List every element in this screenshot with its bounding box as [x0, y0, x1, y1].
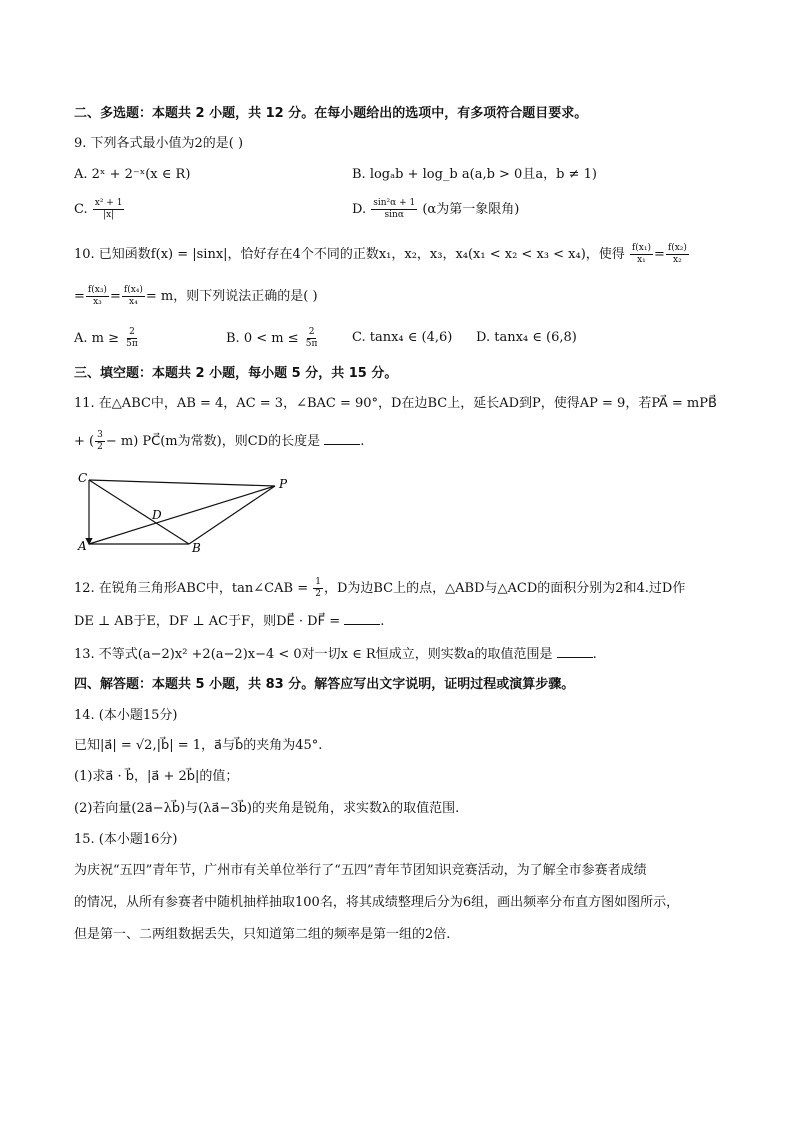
q14-part-1: (1)求a⃗ · b⃗，|a⃗ + 2b⃗|的值； — [74, 769, 239, 784]
q10-line-1: 10. 已知函数f(x) = |sinx|，恰好存在4个不同的正数x₁，x₂，x₃，x₄(x₁ < x₂ < x₃ < x₄)，使得 $\frac{\text{f(x₁)}}{\text{x₁}}$ = $\frac{\text{f(x₂)}}{\text{x₂}}$ — [74, 243, 687, 265]
q14-part-2: (2)若向量(2a⃗−λb⃗)与(λa⃗−3b⃗)的夹角是锐角，求实数λ的取值范围. — [74, 801, 460, 816]
q10-frac-3 — [86, 285, 109, 308]
label-c: C — [78, 471, 88, 485]
q9-option-d-prefix: D. — [352, 202, 367, 217]
q10-line-2-text: = m，则下列说法正确的是( ) — [145, 289, 318, 304]
q9-option-c-fraction — [93, 198, 125, 221]
q9-option-c-denominator: |x| — [103, 210, 115, 220]
q10-frac-3-den: x₃ — [93, 297, 102, 307]
q12-line-2 — [74, 612, 384, 631]
q12-line-1-pre: 12. 在锐角三角形ABC中，tan∠CAB = — [74, 581, 309, 596]
segment-ap — [89, 486, 275, 544]
section-4-header: 四、解答题：本题共 5 小题，共 83 分。解答应写出文字说明，证明过程或演算步骤。 — [74, 677, 575, 692]
label-d: D — [152, 508, 162, 522]
q11-line-2-post: − m) PC⃗(m为常数)，则CD的长度是 — [105, 434, 321, 449]
q11-fraction-num: 3 — [97, 430, 103, 440]
q10-stem-text: 10. 已知函数f(x) = |sinx|，恰好存在4个不同的正数x₁，x₂，x₃，x₄(x₁ < x₂ < x₃ < x₄)，使得 — [74, 247, 625, 262]
q10-frac-1 — [630, 243, 653, 266]
q10-option-a-text: A. m ≥ — [74, 331, 120, 346]
q11-line-1: 11. 在△ABC中，AB = 4，AC = 3，∠BAC = 90°，D在边BC上，延长AD到P，使得AP = 9，若PA⃗ = mPB⃗ — [74, 396, 717, 411]
q10-frac-2 — [666, 243, 689, 266]
label-a: A — [78, 539, 87, 553]
label-p: P — [279, 477, 288, 491]
q13 — [74, 645, 597, 664]
q12-fraction-den: 2 — [315, 589, 321, 599]
q10-frac-3-num: f(x₃) — [87, 285, 107, 295]
q10-option-a-num: 2 — [129, 327, 135, 337]
q9-option-d-suffix: (α为第一象限角) — [422, 202, 520, 217]
q9-option-a: A. 2ˣ + 2⁻ˣ(x ∈ R) — [74, 167, 191, 182]
q11-answer-blank[interactable] — [324, 432, 360, 445]
section-3-header: 三、填空题：本题共 2 小题，每小题 5 分，共 15 分。 — [74, 366, 398, 381]
q9-stem: 9. 下列各式最小值为2的是( ) — [74, 136, 244, 151]
q11-line-2 — [74, 430, 364, 453]
q12-line-2-end: . — [380, 614, 385, 629]
q9-option-c-numerator: x² + 1 — [94, 198, 123, 208]
q10-frac-1-den: x₁ — [637, 255, 646, 265]
q10-frac-4 — [122, 285, 145, 308]
q10-frac-4-num: f(x₄) — [123, 285, 143, 295]
q12-fraction-num: 1 — [315, 577, 321, 587]
q15-line-2: 的情况，从所有参赛者中随机抽样抽取100名，将其成绩整理后分为6组，画出频率分布直方图如图所示， — [74, 895, 680, 910]
q10-option-c: C. tanx₄ ∈ (4,6) — [352, 330, 453, 345]
q11-triangle-figure — [72, 468, 297, 558]
q10-option-b — [226, 327, 320, 350]
q10-frac-4-den: x₄ — [129, 297, 138, 307]
q10-frac-1-num: f(x₁) — [631, 243, 651, 253]
q10-option-a-fraction — [124, 327, 140, 350]
q9-option-d-numerator: sin²α + 1 — [373, 198, 416, 208]
q9-option-d-fraction — [371, 198, 417, 221]
q12-answer-blank[interactable] — [344, 612, 380, 625]
q15-line-3: 但是第一、二两组数据丢失，只知道第二组的频率是第一组的2倍. — [74, 927, 451, 942]
q13-text: 13. 不等式(a−2)x² +2(a−2)x−4 < 0对一切x ∈ R恒成立，则实数a的取值范围是 — [74, 647, 553, 662]
q10-option-b-text: B. 0 < m ≤ — [226, 331, 299, 346]
q14-title: 14. (本小题15分) — [74, 708, 178, 723]
q10-option-b-num: 2 — [308, 327, 315, 337]
q10-option-a — [74, 327, 141, 350]
q10-option-d: D. tanx₄ ∈ (6,8) — [476, 330, 577, 345]
q10-frac-2-num: f(x₂) — [667, 243, 687, 253]
q12-line-2-text: DE ⊥ AB于E，DF ⊥ AC于F，则DE⃗ · DF⃗ = — [74, 614, 341, 629]
q11-fraction — [95, 430, 105, 453]
q10-option-a-den: 5π — [126, 339, 138, 349]
q12-line-1-post: ，D为边BC上的点，△ABD与△ACD的面积分别为2和4.过D作 — [323, 581, 686, 596]
q11-line-2-pre: + ( — [74, 434, 95, 449]
q15-line-1: 为庆祝“五四”青年节，广州市有关单位举行了“五四”青年节团知识竞赛活动，为了解全市参赛者成绩 — [74, 863, 647, 878]
segment-bp — [189, 486, 275, 544]
q9-option-d-denominator: sinα — [384, 210, 404, 220]
segment-cp — [89, 480, 275, 486]
q12-line-1 — [74, 577, 685, 600]
q10-line-2: = $\frac{\text{f(x₃)}}{\text{x₃}}$ = $\frac{\text{f(x₄)}}{\text{x₄}}$ = m，则下列说法正确的是( ) — [74, 285, 318, 307]
section-2-header: 二、多选题：本题共 2 小题，共 12 分。在每小题给出的选项中，有多项符合题目要求。 — [74, 106, 588, 121]
label-b: B — [192, 541, 201, 555]
q11-line-2-end: . — [360, 434, 365, 449]
segment-cb — [89, 480, 189, 544]
q9-option-d — [352, 198, 519, 221]
q10-frac-2-den: x₂ — [673, 255, 682, 265]
q9-option-c-prefix: C. — [74, 202, 88, 217]
q9-option-c — [74, 198, 125, 221]
q9-option-b: B. logₐb + log_b a(a,b > 0且a，b ≠ 1) — [352, 167, 597, 182]
q13-end: . — [592, 647, 597, 662]
q14-given: 已知|a⃗| = √2,|b⃗| = 1，a⃗与b⃗的夹角为45°. — [74, 738, 323, 753]
q11-fraction-den: 2 — [97, 442, 103, 452]
q13-answer-blank[interactable] — [557, 645, 593, 658]
q15-title: 15. (本小题16分) — [74, 832, 178, 847]
q10-option-b-fraction — [304, 327, 320, 350]
q12-fraction — [313, 577, 323, 600]
q10-option-b-den: 5π — [305, 339, 318, 349]
